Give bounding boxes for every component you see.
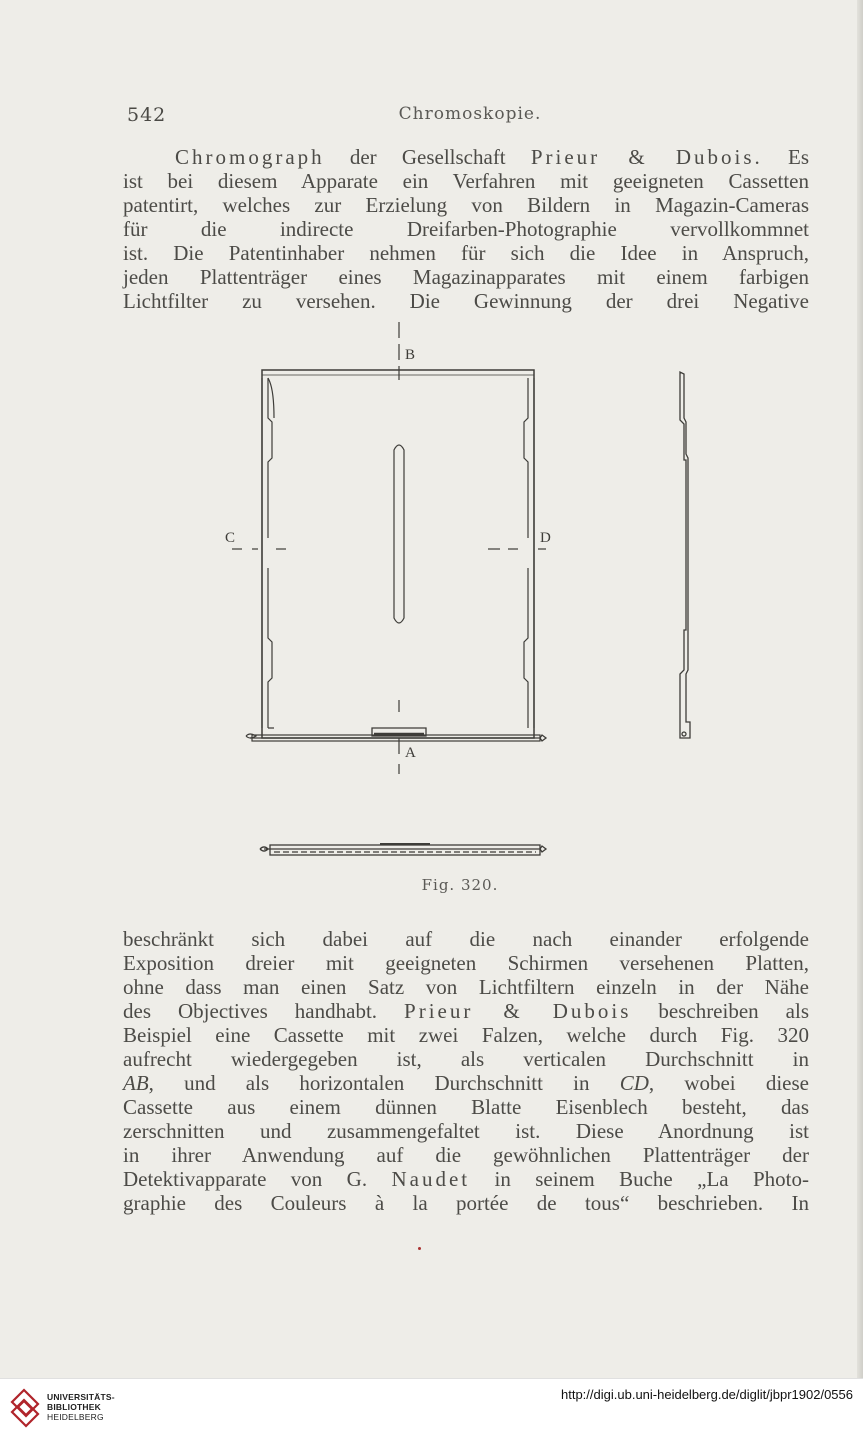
paragraph-2-line-2: Exposition dreier mit geeigneten Schirmen versehenen Platten, xyxy=(123,951,809,975)
library-logo-text xyxy=(47,1392,115,1422)
side-section-drawing xyxy=(672,370,702,745)
paragraph-1-line-3: patentirt, welches zur Erzielung von Bildern in Magazin-Cameras xyxy=(123,193,809,217)
paragraph-2-line-7: AB, und als horizontalen Durchschnitt in CD, wobei diese xyxy=(123,1071,809,1095)
source-url-link[interactable]: http://digi.ub.uni-heidelberg.de/diglit/jbpr1902/0556 xyxy=(561,1387,853,1402)
label-b: B xyxy=(405,347,416,363)
paragraph-2-line-3: ohne dass man einen Satz von Lichtfiltern einzeln in der Nähe xyxy=(123,975,809,999)
paragraph-2-line-8: Cassette aus einem dünnen Blatte Eisenblech besteht, das xyxy=(123,1095,809,1119)
label-a: A xyxy=(405,745,416,761)
library-logo-icon xyxy=(10,1388,40,1428)
paragraph-2-line-9: zerschnitten und zusammengefaltet ist. Diese Anordnung ist xyxy=(123,1119,809,1143)
paragraph-1-line-1: Chromograph der Gesellschaft Prieur & Dubois. Es xyxy=(175,145,810,169)
logo-line-1: UNIVERSITÄTS- xyxy=(47,1392,115,1402)
paragraph-1-line-6: jeden Plattenträger eines Magazinapparates mit einem farbigen xyxy=(123,265,809,289)
label-c: C xyxy=(225,530,236,546)
label-d: D xyxy=(540,530,551,546)
paragraph-2-line-4: des Objectives handhabt. Prieur & Dubois beschreiben als xyxy=(123,999,809,1023)
paragraph-1-line-4: für die indirecte Dreifarben-Photographie vervollkommnet xyxy=(123,217,809,241)
page-number: 542 xyxy=(127,104,167,126)
ink-dot xyxy=(418,1247,421,1250)
paragraph-2 xyxy=(123,927,809,1215)
figure-320 xyxy=(200,318,620,873)
paragraph-1-line-5: ist. Die Patentinhaber nehmen für sich die Idee in Anspruch, xyxy=(123,241,809,265)
paragraph-2-line-1: beschränkt sich dabei auf die nach einander erfolgende xyxy=(123,927,809,951)
logo-line-3: HEIDELBERG xyxy=(47,1412,104,1422)
paragraph-2-line-11: Detektivapparate von G. Naudet in seinem Buche „La Photo- xyxy=(123,1167,809,1191)
running-head: Chromoskopie. xyxy=(398,104,542,124)
figure-caption: Fig. 320. xyxy=(421,876,499,894)
paragraph-2-line-5: Beispiel eine Cassette mit zwei Falzen, welche durch Fig. 320 xyxy=(123,1023,809,1047)
paragraph-2-line-12: graphie des Couleurs à la portée de tous“ beschrieben. In xyxy=(123,1191,809,1215)
paragraph-2-line-6: aufrecht wiedergegeben ist, als verticalen Durchschnitt in xyxy=(123,1047,809,1071)
page-edge xyxy=(857,0,863,1378)
paragraph-1-line-7: Lichtfilter zu versehen. Die Gewinnung der drei Negative xyxy=(123,289,809,313)
logo-line-2: BIBLIOTHEK xyxy=(47,1402,101,1412)
cassette-drawing xyxy=(200,318,620,873)
paragraph-2-line-10: in ihrer Anwendung auf die gewöhnlichen Plattenträger der xyxy=(123,1143,809,1167)
paragraph-1-line-2: ist bei diesem Apparate ein Verfahren mit geeigneten Cassetten xyxy=(123,169,809,193)
paragraph-1 xyxy=(123,145,809,313)
